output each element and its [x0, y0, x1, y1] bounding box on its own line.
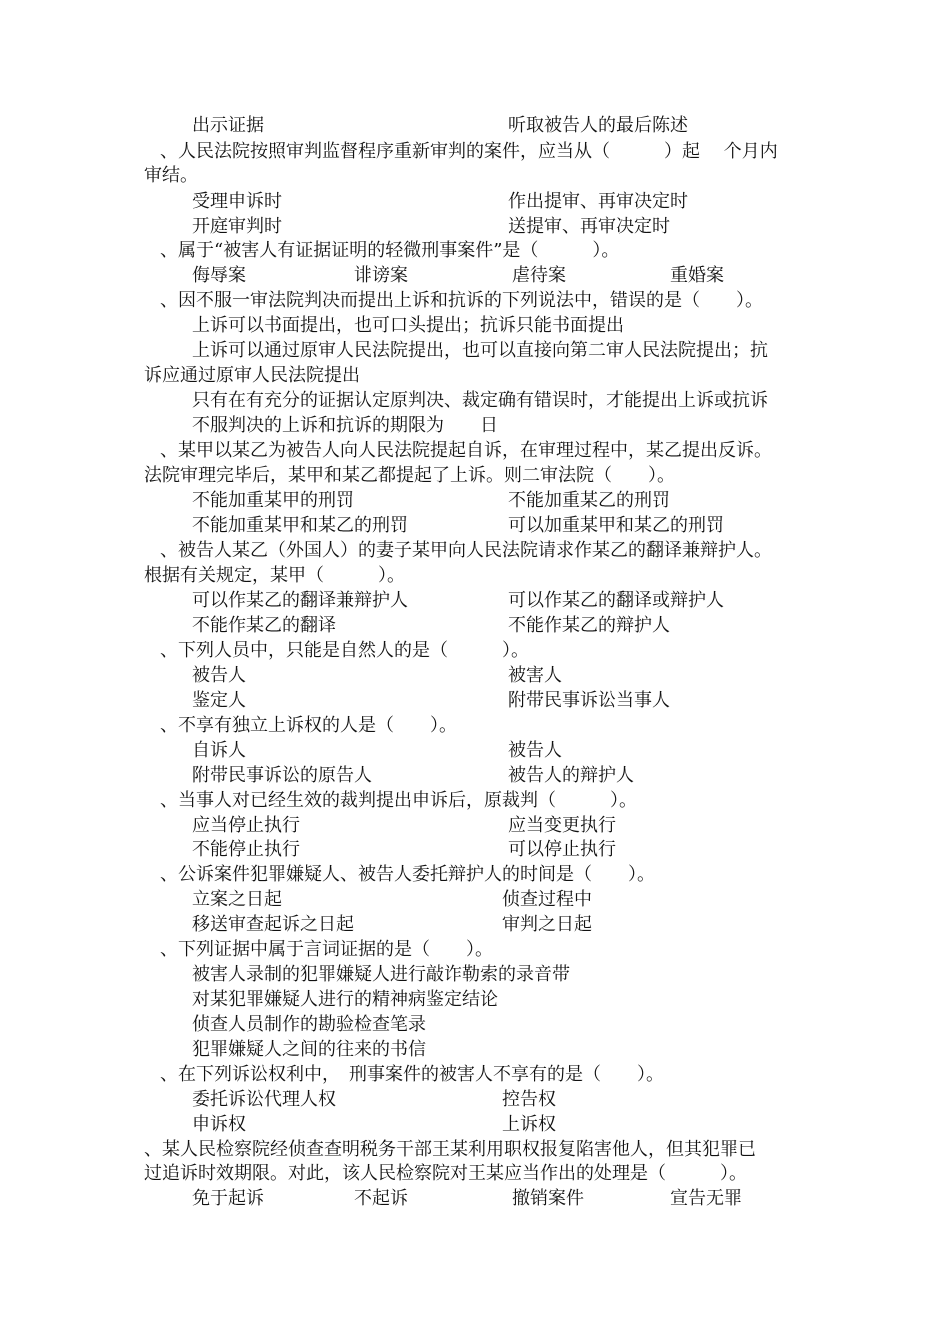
- option-a: 立案之日起: [192, 889, 282, 910]
- question-stem: 、被告人某乙（外国人）的妻子某甲向人民法院请求作某乙的翻译兼辩护人。: [160, 540, 772, 561]
- option-d: 被告人的辩护人: [508, 765, 634, 786]
- option-a: 委托诉讼代理人权: [192, 1089, 336, 1110]
- option-b: 上诉可以通过原审人民法院提出，也可以直接向第二审人民法院提出；抗: [192, 340, 768, 361]
- option-b: 侦查过程中: [502, 889, 592, 910]
- option-c: 开庭审判时: [192, 216, 282, 237]
- option-a: 被告人: [192, 665, 246, 686]
- option-c: 不能加重某甲和某乙的刑罚: [192, 515, 408, 536]
- option-d: 不服判决的上诉和抗诉的期限为 日: [192, 415, 498, 436]
- option-c: 出示证据: [192, 115, 264, 136]
- option-b: 作出提审、再审决定时: [508, 191, 688, 212]
- option-c: 附带民事诉讼的原告人: [192, 765, 372, 786]
- option-c: 不能作某乙的翻译: [192, 615, 336, 636]
- option-b: 可以作某乙的翻译或辩护人: [508, 590, 724, 611]
- question-stem: 、在下列诉讼权利中， 刑事案件的被害人不享有的是（ ）。: [160, 1064, 664, 1085]
- option-c: 虐待案: [512, 265, 566, 286]
- option-a: 不能加重某甲的刑罚: [192, 490, 354, 511]
- option-c: 只有在有充分的证据认定原判决、裁定确有错误时，才能提出上诉或抗诉: [192, 390, 768, 411]
- question-stem: 、某人民检察院经侦查查明税务干部王某利用职权报复陷害他人，但其犯罪已: [144, 1139, 756, 1160]
- option-a: 侮辱案: [192, 265, 246, 286]
- option-c: 撤销案件: [512, 1188, 584, 1209]
- option-a: 被害人录制的犯罪嫌疑人进行敲诈勒索的录音带: [192, 964, 570, 985]
- option-d: 可以加重某甲和某乙的刑罚: [508, 515, 724, 536]
- option-b: 不起诉: [354, 1188, 408, 1209]
- question-stem-continued: 法院审理完毕后，某甲和某乙都提起了上诉。则二审法院（ ）。: [144, 465, 675, 486]
- question-stem-continued: 根据有关规定，某甲（ ）。: [144, 565, 405, 586]
- question-stem: 、属于“被害人有证据证明的轻微刑事案件”是（ ）。: [160, 240, 620, 261]
- option-a: 应当停止执行: [192, 815, 300, 836]
- option-b: 对某犯罪嫌疑人进行的精神病鉴定结论: [192, 989, 498, 1010]
- option-d: 宣告无罪: [670, 1188, 742, 1209]
- question-stem: 、因不服一审法院判决而提出上诉和抗诉的下列说法中，错误的是（ ）。: [160, 290, 763, 311]
- option-c: 侦查人员制作的勘验检查笔录: [192, 1014, 426, 1035]
- option-b: 控告权: [502, 1089, 556, 1110]
- option-a: 受理申诉时: [192, 191, 282, 212]
- question-stem: 、下列证据中属于言词证据的是（ ）。: [160, 939, 493, 960]
- question-stem: 、不享有独立上诉权的人是（ ）。: [160, 715, 457, 736]
- option-d: 审判之日起: [502, 914, 592, 935]
- option-d: 上诉权: [502, 1114, 556, 1135]
- option-c: 申诉权: [192, 1114, 246, 1135]
- option-c: 鉴定人: [192, 690, 246, 711]
- option-b: 不能加重某乙的刑罚: [508, 490, 670, 511]
- question-stem: 、公诉案件犯罪嫌疑人、被告人委托辩护人的时间是（ ）。: [160, 864, 655, 885]
- question-stem: 、下列人员中，只能是自然人的是（ ）。: [160, 640, 529, 661]
- question-stem-continued: 审结。: [144, 165, 198, 186]
- question-stem-continued: 过追诉时效期限。对此，该人民检察院对王某应当作出的处理是（ ）。: [144, 1163, 747, 1184]
- option-b: 被害人: [508, 665, 562, 686]
- option-a: 上诉可以书面提出，也可口头提出；抗诉只能书面提出: [192, 315, 624, 336]
- option-d: 送提审、再审决定时: [508, 216, 670, 237]
- question-stem: 、某甲以某乙为被告人向人民法院提起自诉，在审理过程中，某乙提出反诉。: [160, 440, 772, 461]
- option-a: 可以作某乙的翻译兼辩护人: [192, 590, 408, 611]
- option-a: 免于起诉: [192, 1188, 264, 1209]
- option-c: 不能停止执行: [192, 839, 300, 860]
- question-stem: 、人民法院按照审判监督程序重新审判的案件，应当从（ ）起 个月内: [160, 141, 778, 162]
- option-d: 附带民事诉讼当事人: [508, 690, 670, 711]
- option-b: 应当变更执行: [508, 815, 616, 836]
- option-b-continued: 诉应通过原审人民法院提出: [144, 365, 360, 386]
- option-d: 听取被告人的最后陈述: [508, 115, 688, 136]
- option-a: 自诉人: [192, 740, 246, 761]
- option-c: 移送审查起诉之日起: [192, 914, 354, 935]
- question-stem: 、当事人对已经生效的裁判提出申诉后，原裁判（ ）。: [160, 790, 637, 811]
- option-d: 不能作某乙的辩护人: [508, 615, 670, 636]
- option-d: 可以停止执行: [508, 839, 616, 860]
- option-d: 犯罪嫌疑人之间的往来的书信: [192, 1039, 426, 1060]
- option-d: 重婚案: [670, 265, 724, 286]
- option-b: 诽谤案: [354, 265, 408, 286]
- option-b: 被告人: [508, 740, 562, 761]
